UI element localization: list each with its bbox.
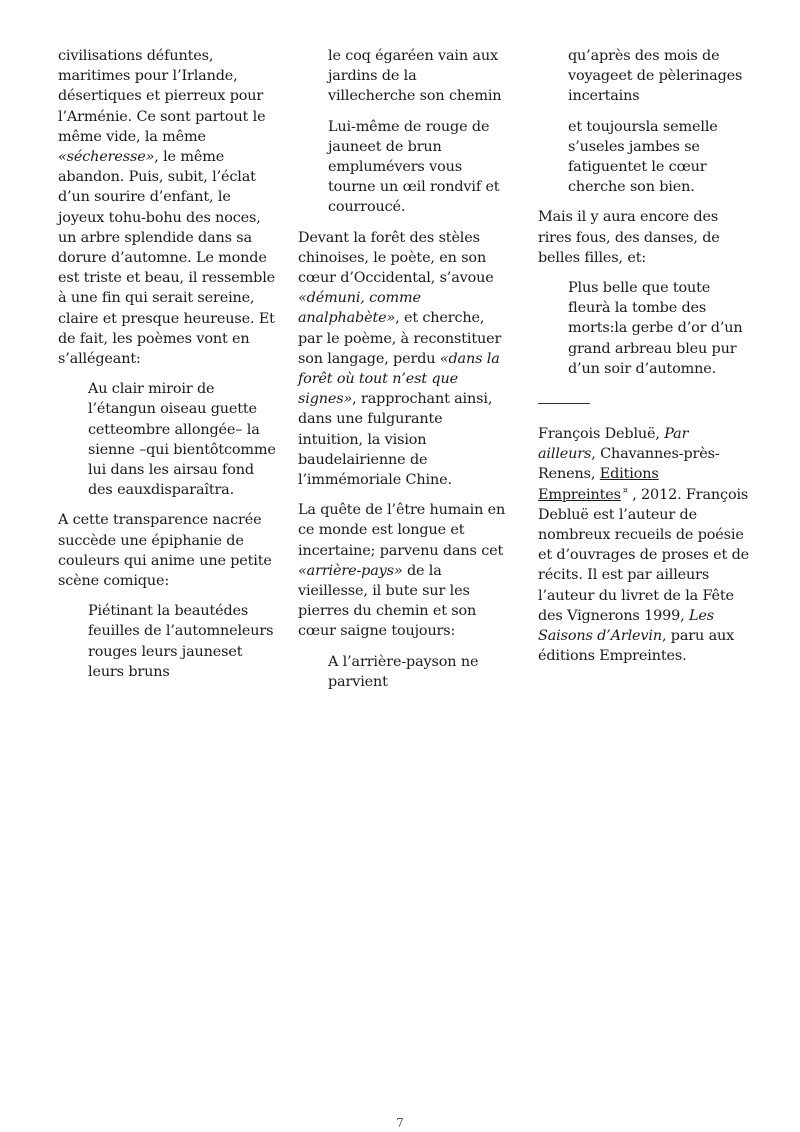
poem-line: et de pèlerinages incertains: [568, 68, 743, 105]
note-book-title: Par ailleurs: [538, 426, 689, 463]
column-2: [298, 46, 508, 702]
poem-line: comme lui dans les airs: [88, 441, 276, 479]
poem-line: et le cœur cherche son bien.: [568, 159, 707, 196]
poem-line: et toujours: [568, 118, 646, 135]
poem-line: en vain aux jardins de la ville: [328, 48, 498, 105]
poem-line: Plus belle que toute fleur: [568, 280, 711, 317]
poem-stanza: [88, 379, 276, 500]
text-run: Mais il y aura encore des rires fous, des danses, de belles filles, et:: [538, 209, 720, 266]
italic-quote: «démuni, comme analphabète»: [298, 290, 421, 327]
note-work-title: Les Saisons d’Arlevin: [538, 607, 714, 645]
text-run: A cette transparence nacrée succède une épiphanie de couleurs qui anime une petite scène comique:: [58, 512, 272, 590]
poem-line: au fond des eaux: [88, 462, 254, 499]
column-1: [58, 46, 276, 692]
note-author: François Debluë,: [538, 426, 665, 443]
poem-line: on ne parvient: [328, 653, 479, 690]
text-run: La quête de l’être humain en ce monde est longue et incertaine; parvenu dans cet: [298, 502, 506, 559]
poem-stanza: [568, 46, 750, 107]
note-text: , paru aux éditions Empreintes.: [538, 628, 735, 665]
poem-line: Piétinant la beauté: [88, 603, 224, 620]
poem-line: à la tombe des morts:: [568, 300, 707, 337]
poem-line: le coq égaré: [328, 48, 417, 64]
poem-line: au bleu pur d’un soir d’automne.: [568, 340, 737, 377]
poem-line: qui bientôt: [146, 441, 224, 458]
poem-stanza: [328, 652, 508, 692]
text-run: , et cherche, par le poème, à reconstituer son langage, perdu: [298, 310, 502, 367]
poem-stanza: [328, 46, 508, 107]
poem-line: les jambes se fatiguent: [568, 138, 700, 176]
italic-quote: «sécheresse»: [58, 149, 155, 166]
text-run: , rapprochant ainsi, dans une fulgurante intuition, la vision baudelairienne de l’immémoriale Chine.: [298, 391, 493, 489]
paragraph: [538, 207, 750, 268]
paragraph: [298, 228, 508, 491]
column-3: [538, 46, 750, 676]
poem-stanza: [568, 278, 750, 379]
poem-line: vers vous tourne un œil rond: [328, 159, 464, 196]
publisher-link[interactable]: Editions Empreintes: [538, 466, 659, 503]
italic-quote: «dans la forêt où tout n’est que signes»: [298, 350, 500, 408]
poem-line: ombre allongée: [123, 421, 236, 438]
poem-line: la gerbe d’or d’un grand arbre: [568, 320, 743, 357]
text-run: de la vieillesse, il bute sur les pierres du chemin et son cœur saigne toujours:: [298, 562, 477, 640]
poem-stanza: [88, 601, 276, 682]
poem-line: vif et courroucé.: [328, 179, 500, 216]
poem-line: et leurs bruns: [88, 643, 243, 680]
bibliographic-note: [538, 424, 750, 666]
paragraph: [58, 46, 276, 369]
external-link-icon[interactable]: ¤: [622, 485, 628, 495]
poem-line: cherche son chemin: [357, 88, 502, 105]
poem-line: un oiseau guette cette: [88, 401, 257, 438]
poem-line: et de brun emplumé: [328, 138, 442, 176]
page-number: 7: [396, 1116, 404, 1130]
poem-line: qu’après des mois de voyage: [568, 48, 720, 85]
text-run: Devant la forêt des stèles chinoises, le poète, en son cœur d’Occidental, s’avoue: [298, 229, 494, 287]
poem-line: Au clair miroir de l’étang: [88, 381, 215, 418]
italic-quote: «arrière-pays»: [298, 562, 403, 579]
poem-line: des feuilles de l’automne: [88, 603, 249, 640]
poem-line: leurs rouges leurs jaunes: [88, 623, 274, 660]
note-text: , Chavannes-près-Renens,: [538, 446, 720, 483]
footnote-divider: [538, 403, 590, 404]
poem-line: A l’arrière-pays: [328, 653, 439, 670]
poem-stanza: [328, 117, 508, 218]
paragraph: [58, 510, 276, 591]
poem-line: la semelle s’use: [568, 118, 718, 155]
poem-line: disparaîtra.: [150, 482, 235, 499]
text-run: civilisations défuntes, maritimes pour l’Irlande, désertiques et pierreux pour l’Arménie. Ce sont partout le même vide, la même: [58, 48, 266, 145]
paragraph: [298, 500, 508, 641]
text-run: , le même abandon. Puis, subit, l’éclat d’un sourire d’enfant, le joyeux tohu-bohu des noces, un arbre splendide dans sa dorure d’automne. Le monde est triste et beau, il ressemble à une fin qui serait sereine, claire et presque heureuse. Et de fait, les poèmes vont en s’allégeant:: [58, 149, 276, 368]
note-text: , 2012. François Debluë est l’auteur de nombreux recueils de poésie et d’ouvrages de proses et de récits. Il est par ailleurs l’auteur du livret de la Fête des Vignerons 1999,: [538, 486, 750, 624]
poem-stanza: [568, 117, 750, 198]
poem-line: – la sienne –: [88, 421, 260, 458]
poem-line: Lui-même de rouge de jaune: [328, 118, 490, 155]
